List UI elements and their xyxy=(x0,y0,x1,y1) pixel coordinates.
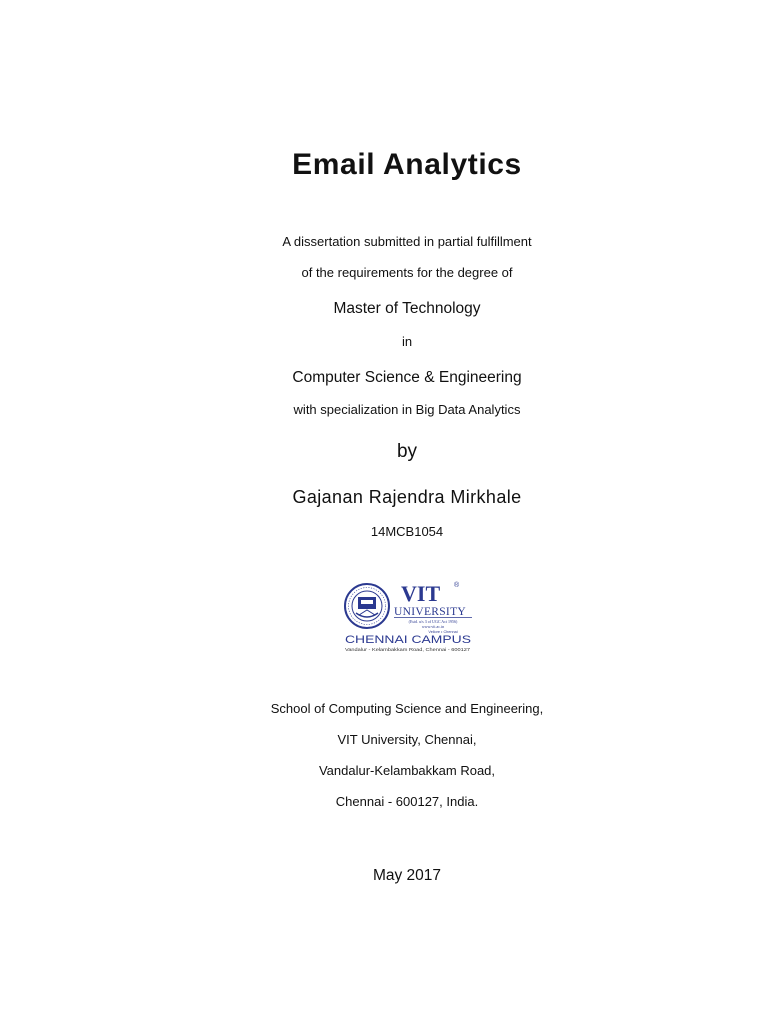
submission-date: May 2017 xyxy=(372,867,442,884)
address-line-2: VIT University, Chennai, xyxy=(337,732,477,747)
author-name: Gajanan Rajendra Mirkhale xyxy=(292,487,522,507)
page-title: Email Analytics xyxy=(292,148,522,181)
logo-established: (Estd. u/s 3 of UGC Act 1956) xyxy=(408,619,458,624)
degree-name: Master of Technology xyxy=(333,300,481,317)
submission-line-2: of the requirements for the degree of xyxy=(301,265,513,280)
address-line-4: Chennai - 600127, India. xyxy=(335,794,479,809)
logo-website: www.vit.ac.in xyxy=(421,624,445,629)
logo-university: UNIVERSITY xyxy=(394,606,466,618)
discipline: Computer Science & Engineering xyxy=(292,369,522,386)
in-word: in xyxy=(401,334,413,349)
university-seal-icon xyxy=(345,584,389,628)
submission-line-1: A dissertation submitted in partial fulfillment xyxy=(282,234,532,249)
registered-mark-icon: ® xyxy=(454,582,460,589)
specialization: with specialization in Big Data Analytics xyxy=(293,402,521,417)
logo-locations: Vellore • Chennai xyxy=(428,630,458,634)
logo-campus: CHENNAI CAMPUS xyxy=(345,634,471,646)
address-line-3: Vandalur-Kelambakkam Road, xyxy=(318,763,496,778)
by-word: by xyxy=(396,441,418,462)
registration-number: 14MCB1054 xyxy=(370,524,444,539)
logo-brand: VIT xyxy=(401,581,441,606)
vit-university-logo xyxy=(343,577,473,655)
address-line-1: School of Computing Science and Engineering, xyxy=(270,701,544,716)
logo-address: Vandalur - Kelambakkam Road, Chennai - 600127 xyxy=(345,647,471,652)
